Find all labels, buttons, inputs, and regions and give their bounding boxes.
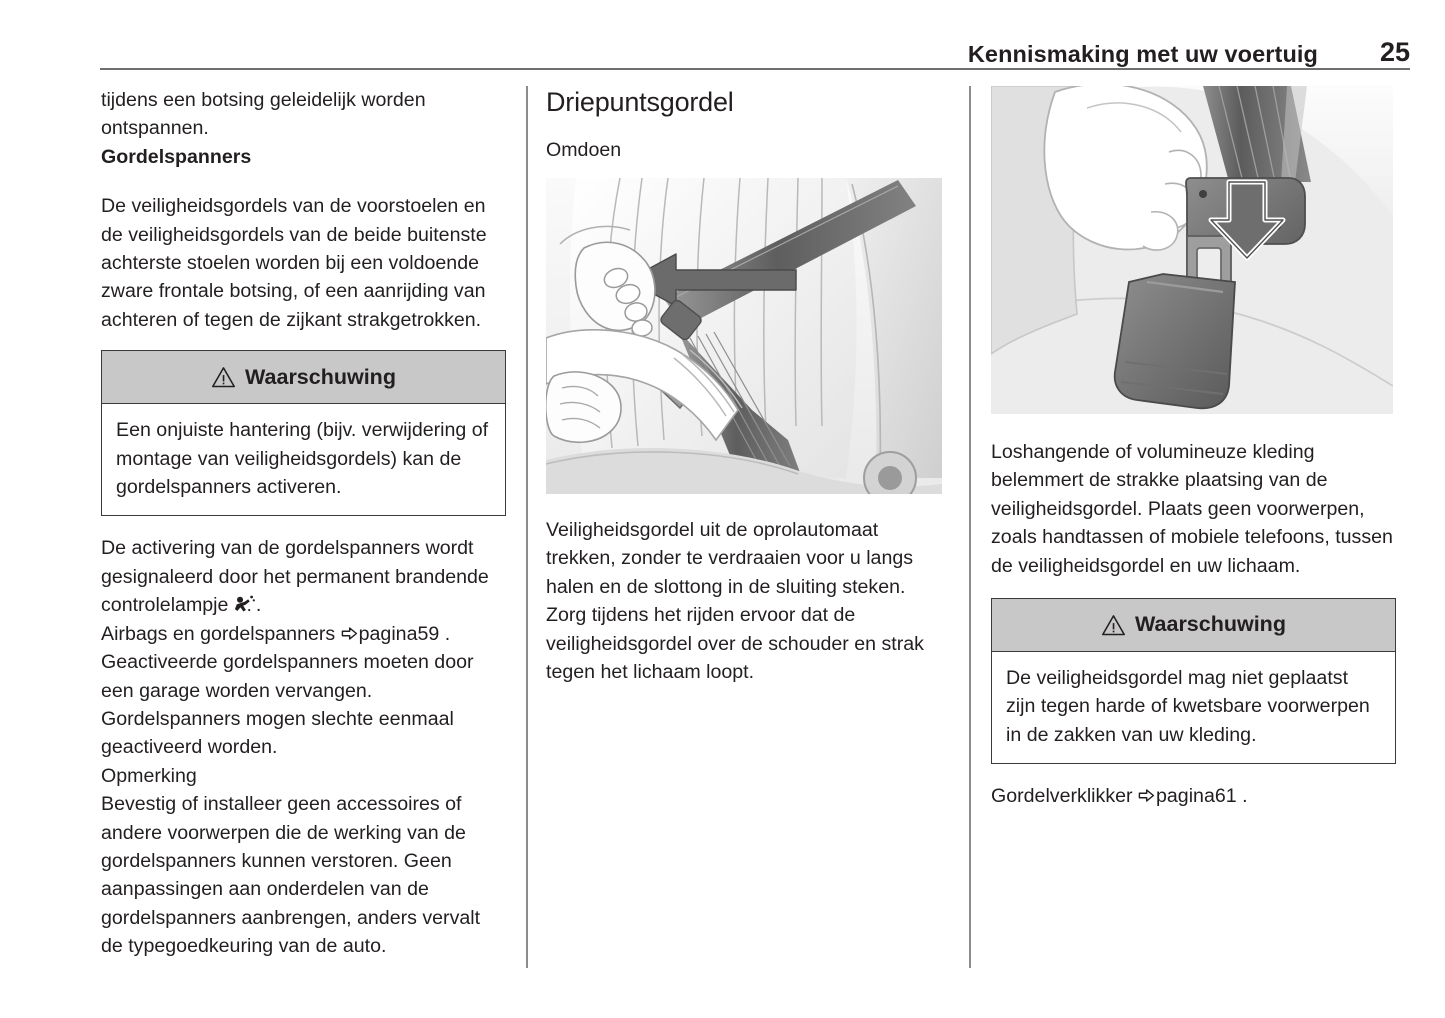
seatbelt-pulling-illustration <box>546 178 942 494</box>
seatbelt-pretensioner-telltale-icon <box>234 593 256 615</box>
crossref-label: Gordelverklikker <box>991 785 1133 808</box>
warning-triangle-icon <box>1101 614 1126 636</box>
column-left <box>101 86 506 961</box>
note-paragraph: Bevestig of installeer geen accessoires of andere voorwerpen die de werking van de gordelspanners kunnen verstoren. Geen aanpassingen aan onderdelen van de gordelspanners aanbrengen, anders vervalt de typegoedkeuring van de auto. <box>101 793 481 958</box>
activation-text: De activering van de gordelspanners wordt gesignaleerd door het permanent brandende controlelampje <box>101 537 489 617</box>
activation-paragraph <box>101 534 506 619</box>
heading-opmerking: Opmerking <box>101 764 197 787</box>
warning-box-body <box>992 652 1395 763</box>
seatbelt-buckle-illustration <box>991 86 1393 414</box>
belt-instruction-paragraph: Veiligheidsgordel uit de oprolautomaat trekken, zonder te verdraaien voor u langs halen en de slottong in de sluiting steken. Zorg tijdens het rijden ervoor dat de veiligheidsgordel over de schouder en strak tegen het lichaam loopt. <box>546 519 924 684</box>
warning-box-header <box>992 599 1395 652</box>
arrow-right-outline-icon <box>1138 784 1155 801</box>
sub-title-omdoen: Omdoen <box>546 139 622 161</box>
crossref-period: . <box>1242 785 1248 808</box>
column-divider-right <box>969 86 971 968</box>
column-middle <box>546 86 951 686</box>
clothing-paragraph: Loshangende of volumineuze kleding belemmert de strakke plaatsing van de veiligheidsgordel. Plaats geen voorwerpen, zoals handtassen of mobiele telefoons, tussen de veiligheidsgordel en uw lichaam. <box>991 441 1393 577</box>
page-header <box>100 36 1410 66</box>
column-divider-left <box>526 86 528 968</box>
page-number: 25 <box>1379 37 1410 67</box>
crossref-airbags <box>101 620 506 648</box>
warning-triangle-icon <box>211 366 236 388</box>
warning-box-text: Een onjuiste hantering (bijv. verwijdering of montage van veiligheidsgordels) kan de gordelspanners activeren. <box>116 419 489 499</box>
crossref-gordelverklikker <box>991 782 1396 810</box>
crossref-airbags-period: . <box>444 622 451 645</box>
warning-box-header <box>102 351 505 404</box>
heading-gordelspanners: Gordelspanners <box>101 145 252 168</box>
section-title-driepuntsgordel: Driepuntsgordel <box>546 87 734 117</box>
warning-box-title: Waarschuwing <box>245 364 396 389</box>
pretensioners-paragraph: De veiligheidsgordels van de voorstoelen en de veiligheidsgordels van de beide buitenste achterste stoelen worden bij een voldoende zware frontale botsing, of een aanrijding van achteren of tegen de zijkant strakgetrokken. <box>101 195 487 331</box>
warning-box-clothing <box>991 598 1396 764</box>
intro-paragraph: tijdens een botsing geleidelijk worden ontspannen. <box>101 89 426 140</box>
crossref-airbags-label: Airbags en gordelspanners <box>101 622 336 645</box>
header-divider-rule <box>100 68 1410 70</box>
warning-box-body <box>102 404 505 515</box>
crossref-target[interactable]: pagina61 <box>1156 785 1237 808</box>
warning-box-text: De veiligheidsgordel mag niet geplaatst zijn tegen harde of kwetsbare voorwerpen in de zakken van uw kleding. <box>1006 667 1370 746</box>
column-right <box>991 86 1396 811</box>
warning-box-pretensioners <box>101 350 506 516</box>
warning-box-title: Waarschuwing <box>1135 612 1286 637</box>
activation-text-period: . <box>255 594 262 617</box>
arrow-right-outline-icon <box>341 622 358 639</box>
activation-paragraph-2: Geactiveerde gordelspanners moeten door een garage worden vervangen. Gordelspanners mogen slechte eenmaal geactiveerd worden. <box>101 651 474 759</box>
page-title: Kennismaking met uw voertuig <box>967 40 1318 67</box>
crossref-airbags-target[interactable]: pagina59 <box>358 622 440 645</box>
